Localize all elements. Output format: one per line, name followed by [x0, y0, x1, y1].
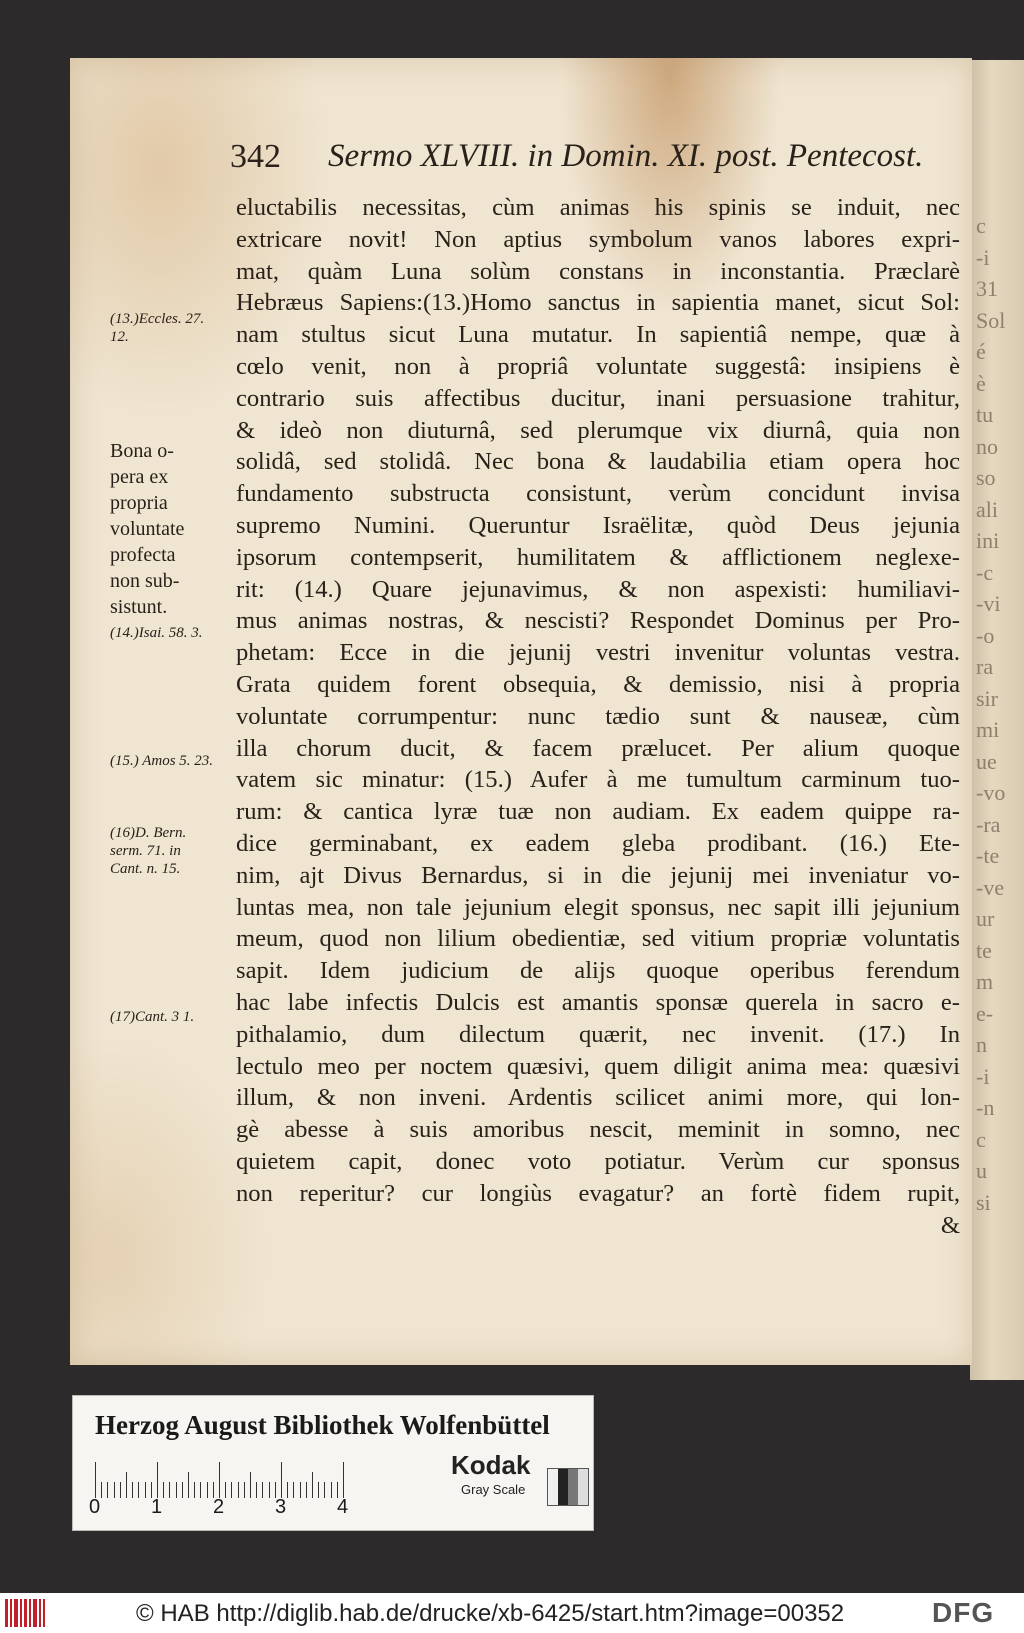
- text-line: illum, & non inveni. Ardentis scilicet animi more, qui lon-: [236, 1084, 960, 1112]
- text-line: mus animas nostras, & nescisti? Respondet Dominus per Pro-: [236, 607, 960, 635]
- institution-name: Herzog August Bibliothek Wolfenbüttel: [95, 1410, 550, 1440]
- margin-note-15: (15.) Amos 5. 23.: [110, 753, 214, 769]
- margin-gloss-line: voluntate: [110, 518, 185, 540]
- ghost-line: ue: [976, 748, 997, 774]
- margin-gloss-line: propria: [110, 492, 168, 514]
- ruler-number: 4: [337, 1496, 349, 1518]
- ghost-line: te: [976, 937, 992, 963]
- text-line: extricare novit! Non aptius symbolum vanos labores expri-: [236, 225, 960, 253]
- page-number: 342: [230, 138, 281, 175]
- margin-note-13: (13.)Eccles. 27. 12.: [110, 311, 205, 345]
- ghost-line: sir: [976, 685, 998, 711]
- text-line: solidâ, sed stolidâ. Nec bona & laudabilia etiam opera hoc: [236, 448, 960, 476]
- kodak-logo: Kodak: [451, 1450, 531, 1480]
- ruler-tick: [281, 1462, 282, 1498]
- ghost-line: -i: [976, 244, 990, 270]
- text-line: pithalamio, dum dilectum quærit, nec invenit. (17.) In: [236, 1020, 960, 1048]
- ghost-line: -ra: [976, 811, 1001, 837]
- text-line: mat, quàm Luna solùm constans in inconstantia. Præclarè: [236, 257, 960, 285]
- ghost-line: -vi: [976, 591, 1001, 616]
- margin-gloss: [110, 438, 228, 620]
- margin-gloss-line: Bona o-: [110, 440, 174, 462]
- text-line: Hebræus Sapiens:(13.)Homo sanctus in sapientia manet, sicut Sol:: [236, 289, 960, 317]
- ghost-line: é: [976, 339, 986, 364]
- ghost-line: m: [976, 969, 994, 994]
- text-line: phetam: Ecce in die jejunij vestri invenitur voluntas vestra.: [236, 639, 960, 667]
- text-line: non reperitur? cur longiùs evagatur? an fortè fidem rupit,: [236, 1179, 960, 1207]
- text-line: fundamento substructa consistunt, verùm concidunt invisa: [236, 480, 960, 508]
- ghost-line: n: [976, 1032, 987, 1057]
- ghost-line: ur: [976, 906, 995, 931]
- ruler-tick: [250, 1472, 251, 1498]
- book-page: [70, 58, 972, 1365]
- ruler-number: 2: [213, 1496, 225, 1518]
- text-line: Grata quidem forent obsequia, & demissio, nisi à propria: [236, 670, 960, 698]
- text-line: contrario suis affectibus ducitur, inani persuasione trahitur,: [236, 384, 960, 412]
- text-line: lectulo meo per noctem quæsivi, quem diligit anima mea: quæsivi: [236, 1052, 960, 1080]
- ruler-tick: [343, 1462, 344, 1498]
- facing-page-ghost-text: [976, 210, 1022, 1218]
- margin-gloss-line: pera ex: [110, 466, 169, 488]
- margin-gloss-line: sistunt.: [110, 596, 168, 618]
- ghost-line: c: [976, 1126, 986, 1152]
- ghost-line: 31: [976, 276, 998, 301]
- page-header: [70, 138, 972, 188]
- running-title: Sermo XLVIII. in Domin. XI. post. Pentecost.: [328, 138, 924, 174]
- text-line: ipsorum contempserit, humilitatem & afflictionem neglexe-: [236, 543, 960, 571]
- text-line: voluntate corrumpentur: nunc tædio sunt & nauseæ, cùm: [236, 702, 960, 730]
- text-line: illa chorum ducit, & facem prælucet. Per alium quoque: [236, 734, 960, 762]
- ruler-tick: [95, 1462, 96, 1498]
- text-line: luntas mea, non tale jejunium elegit sponsus, nec sapit illi jejunium: [236, 893, 960, 921]
- ghost-line: e-: [976, 1000, 994, 1026]
- ruler-numbers: [89, 1496, 429, 1522]
- ghost-line: si: [976, 1189, 991, 1215]
- ghost-line: so: [976, 465, 996, 490]
- text-line: sapit. Idem judicium de alijs quoque operibus ferendum: [236, 957, 960, 985]
- gray-scale-label: Gray Scale: [461, 1482, 526, 1497]
- scale-ruler: [95, 1458, 425, 1498]
- ghost-line: è: [976, 370, 986, 396]
- ghost-line: ra: [976, 654, 994, 679]
- text-line: nim, ajt Divus Bernardus, si in die jejunij mei inveniatur vo-: [236, 861, 960, 889]
- margin-note-14: (14.)Isai. 58. 3.: [110, 625, 203, 641]
- text-line: vatem sic minatur: (15.) Aufer à me tumultum carminum tuo-: [236, 766, 960, 794]
- body-text: [236, 192, 960, 1241]
- text-line: gè abesse à suis amoribus nescit, meminit in somno, nec: [236, 1116, 960, 1144]
- text-line: eluctabilis necessitas, cùm animas his spinis se induit, nec: [236, 194, 960, 221]
- ghost-line: -i: [976, 1063, 990, 1089]
- ghost-line: u: [976, 1158, 987, 1183]
- copyright-url[interactable]: © HAB http://diglib.hab.de/drucke/xb-6425/start.htm?image=00352: [136, 1600, 845, 1627]
- ruler-tick: [312, 1472, 313, 1498]
- ruler-number: 3: [275, 1496, 287, 1518]
- margin-gloss-line: profecta: [110, 544, 176, 566]
- barcode-icon: [4, 1597, 46, 1629]
- ghost-line: -ve: [976, 874, 1005, 900]
- ghost-line: -c: [976, 559, 994, 585]
- dfg-logo: DFG: [932, 1597, 995, 1628]
- ruler-tick: [126, 1472, 127, 1498]
- text-line: supremo Numini. Queruntur Israëlitæ, quòd Deus jejunia: [236, 511, 960, 539]
- text-line: rum: & cantica lyræ tuæ non audiam. Ex eadem quippe ra-: [236, 798, 960, 826]
- text-line: dice germinabant, ex eadem gleba prodibant. (16.) Ete-: [236, 829, 960, 857]
- facing-page-edge: [970, 60, 1024, 1380]
- text-line: cœlo venit, non à propriâ voluntate suggestâ: insipiens è: [236, 352, 960, 380]
- ruler-number: 0: [89, 1496, 101, 1518]
- text-line: hac labe infectis Dulcis est amantis sponsæ querela in sacro e-: [236, 988, 960, 1016]
- text-line: meum, quod non lilium obedientiæ, sed vitium propriæ voluntatis: [236, 925, 960, 953]
- ruler-tick: [219, 1462, 220, 1498]
- margin-gloss-line: non sub-: [110, 570, 180, 592]
- catchword: &: [940, 1211, 960, 1239]
- gray-scale-swatch: [547, 1468, 589, 1506]
- text-line: rit: (14.) Quare jejunavimus, & non aspexisti: humiliavi-: [236, 575, 960, 603]
- ghost-line: Sol: [976, 307, 1006, 333]
- footer-bar: [0, 1593, 1024, 1633]
- ghost-line: ali: [976, 496, 998, 522]
- ghost-line: -vo: [976, 780, 1006, 805]
- ghost-line: tu: [976, 402, 994, 427]
- ghost-line: -n: [976, 1095, 995, 1120]
- text-line: nam stultus sicut Luna mutatur. In sapientiâ nempe, quæ à: [236, 321, 960, 349]
- ghost-line: no: [976, 433, 998, 459]
- ghost-line: -o: [976, 622, 995, 648]
- library-color-target: [72, 1395, 594, 1531]
- text-line: & ideò non diuturnâ, sed plerumque vix diurnâ, quia non: [236, 416, 960, 444]
- ghost-line: c: [976, 213, 986, 238]
- margin-note-17: (17)Cant. 3 1.: [110, 1009, 195, 1025]
- ruler-tick: [188, 1472, 189, 1498]
- ghost-line: mi: [976, 717, 1000, 742]
- margin-note-16: (16)D. Bern. serm. 71. in Cant. n. 15.: [110, 825, 187, 877]
- ruler-number: 1: [151, 1496, 163, 1518]
- ruler-tick: [157, 1462, 158, 1498]
- ghost-line: ini: [976, 528, 1000, 553]
- text-line: quietem capit, donec voto potiatur. Verùm cur sponsus: [236, 1147, 960, 1175]
- ghost-line: -te: [976, 843, 1000, 868]
